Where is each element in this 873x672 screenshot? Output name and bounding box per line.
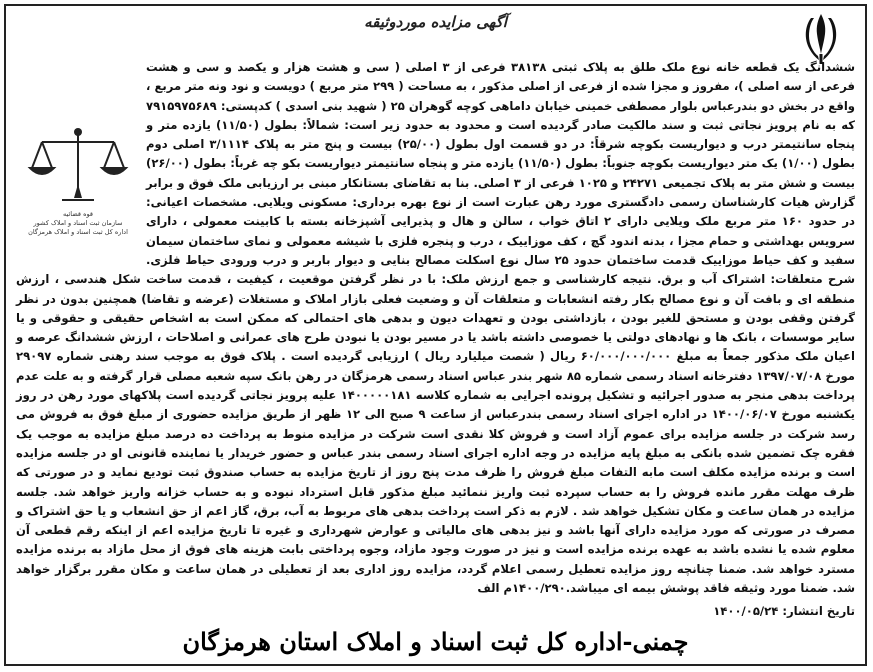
logo-spacer [16,58,146,258]
logo-caption-line3: اداره کل ثبت اسناد و املاک هرمزگان [28,228,128,236]
logo-caption-line1: قوه قضائیه [63,210,93,218]
publication-date: تاریخ انتشار: ۱۴۰۰/۰۵/۲۴ [713,604,855,618]
notice-body [16,58,855,598]
notice-frame [4,4,867,666]
notice-body-text: ششدانگ یک قطعه خانه نوع ملک طلق به پلاک ثبتی ۳۸۱۳۸ فرعی از ۳ اصلی ( سی و هشت هزار و یکصد و سی و هشت فرعی از سه اصلی )، مفروز و مجزا شده از فرعی از اصلی مذکور ، به مساحت ( ۲۹۹ متر مربع ) دویست و نود ونه متر مربع ، واقع در بخش دو بندرعباس بلوار مصطفی خمینی خیابان داماهی کوچه گوهران ۲۵ ( شهید بنی اسدی ) کدپستی: ۷۹۱۵۹۷۵۶۸۹ که به نام پرویز نجاتی ثبت و سند مالکیت صادر گردیده است و محدود به حدود زیر است: شمالاً: بطول (۱۱/۵۰) یازده متر و پنجاه سانتیمتر درب و دیواریست بکوچه شرقاً: در دو قسمت اول بطول (۲۵/۰۰) بیست و پنج متر به پلاک ۳/۱۱۱۴ اصلی دوم بطول (۱/۰۰) یک متر دیواریست بکوچه جنوباً: بطول (۱۱/۵۰) یازده متر و پنجاه سانتیمتر دیواریست بکو چه غرباً: بطول (۲۶/۰۰) بیست و شش متر به پلاک تجمیعی ۲۴۲۷۱ و ۱۰۲۵ فرعی از ۳ اصلی. بنا به تقاضای بستانکار مبنی بر ارزیابی ملک فوق و برابر گزارش هیات کارشناسان رسمی دادگستری مورد رهن عبارت است از نوع بهره برداری: مسکونی ویلایی. مشخصات اعیانی: در حدود ۱۶۰ متر مربع ملک ویلایی دارای ۲ اتاق خواب ، سالن و هال و پذیرایی آشپزخانه بسته با کابینت معمولی ، دارای سرویس بهداشتی و حمام مجزا ، بدنه اندود گچ ، کف موزاییک ، درب و پنجره فلزی با شیشه معمولی و نمای ساختمان سیمان سفید و کف حیاط موزاییک قدمت ساختمان حدود ۲۵ سال نوع اسکلت مصالح بنایی و دیوار باربر و درب ورودی حیاط فلزی. شرح متعلقات: اشتراک آب و برق. نتیجه کارشناسی و جمع ارزش ملک: با در نظر گرفتن موقعیت ، کیفیت ، قدمت ساخت شکل هندسی ، ارزش منطقه ای و بافت آن و نوع مصالح بکار رفته انشعابات و متعلقات آن و وضعیت فعلی بازار املاک و مستغلات (عرضه و تقاضا) همچنین بدون در نظر گرفتن وقفی بودن و مستحق للغیر بودن ، بازداشتی بودن و تعهدات دیون و بدهی های احتمالی که ممکن است به اشخاص حقیقی و حقوقی و یا سایر موسسات ، بانک ها و نهادهای دولتی یا خصوصی داشته باشد یا در مسیر بودن یا نبودن طرح های عمرانی و اصلاحات ، ارزش ششدانگ عرصه و اعیان ملک مذکور جمعاً به مبلغ ۶۰/۰۰۰/۰۰۰/۰۰۰ ریال ( شصت میلیارد ریال ) ارزیابی گردیده است . پلاک فوق به موجب سند رهنی شماره ۲۹۰۹۷ مورخ ۱۳۹۷/۰۷/۰۸ دفترخانه اسناد رسمی شماره ۸۵ شهر بندر عباس اسناد رسمی هرمزگان در رهن بانک سپه شعبه مصلی قرار گرفته و به علت عدم پرداخت بدهی منجر به صدور اجرائیه و تشکیل پرونده اجرایی به شماره کلاسه ۱۴۰۰۰۰۰۱۸۱ علیه پرویز نجاتی گردیده است پلاکهای مورد رهن در روز یکشنبه مورخ ۱۴۰۰/۰۶/۰۷ در اداره اجرای اسناد رسمی بندرعباس از ساعت ۹ صبح الی ۱۲ ظهر از طریق مزایده حضوری از مبلغ فوق به فروش می رسد شرکت در جلسه مزایده برای عموم آزاد است و فروش کلا نقدی است شرکت در مزایده منوط به پرداخت ده درصد مبلغ مزایده به موجب یک فقره چک تضمین شده بانکی به مبلغ پایه مزایده در وجه اداره اجرای اسناد رسمی بندر عباس و حضور خریدار یا نماینده قانونی او در جلسه مزایده است و برنده مزایده مکلف است مابه التفات مبلغ فروش را ظرف مدت پنج روز از تاریخ مزایده به حساب صندوق ثبت تودیع نماید و در صورتی که ظرف مهلت مقرر مانده فروش را به حساب سپرده ثبت واریز ننمائید مبلغ مذکور قابل استرداد نبوده و به حساب خزانه واریز خواهد شد. جلسه مزایده در همان ساعت و مکان تشکیل خواهد شد . لازم به ذکر است پرداخت بدهی های مربوط به آب، برق، گاز اعم از حق انشعاب و یا حق اشتراک و مصرف در صورتی که مورد مزایده دارای آنها باشد و نیز بدهی های مالیاتی و عوارض شهرداری و غیره تا تاریخ مزایده اعم از اینکه رقم قطعی آن معلوم شده یا نشده باشد به عهده برنده مزایده است و نیز در صورت وجود مازاد، وجوه پرداختی بابت هزینه های فوق از محل مازاد به برنده مزایده مسترد خواهد شد. ضمنا چنانچه روز مزایده تعطیل رسمی اعلام گردد، مزایده روز اداری بعد از تعطیلی در همان ساعت و مکان مقرر برگزار خواهد شد. ضمنا مورد وثیقه فاقد پوشش بیمه ای میباشد.۱۴۰۰/۲۹۰م الف [16,60,856,596]
logo-caption-line2: سازمان ثبت اسناد و املاک کشور [33,219,123,227]
issuer-signature: چمنی-اداره کل ثبت اسناد و املاک استان هرمزگان [182,627,689,656]
notice-title: آگهی مزایده موردوثیقه [364,13,507,31]
title-bar [6,12,865,31]
